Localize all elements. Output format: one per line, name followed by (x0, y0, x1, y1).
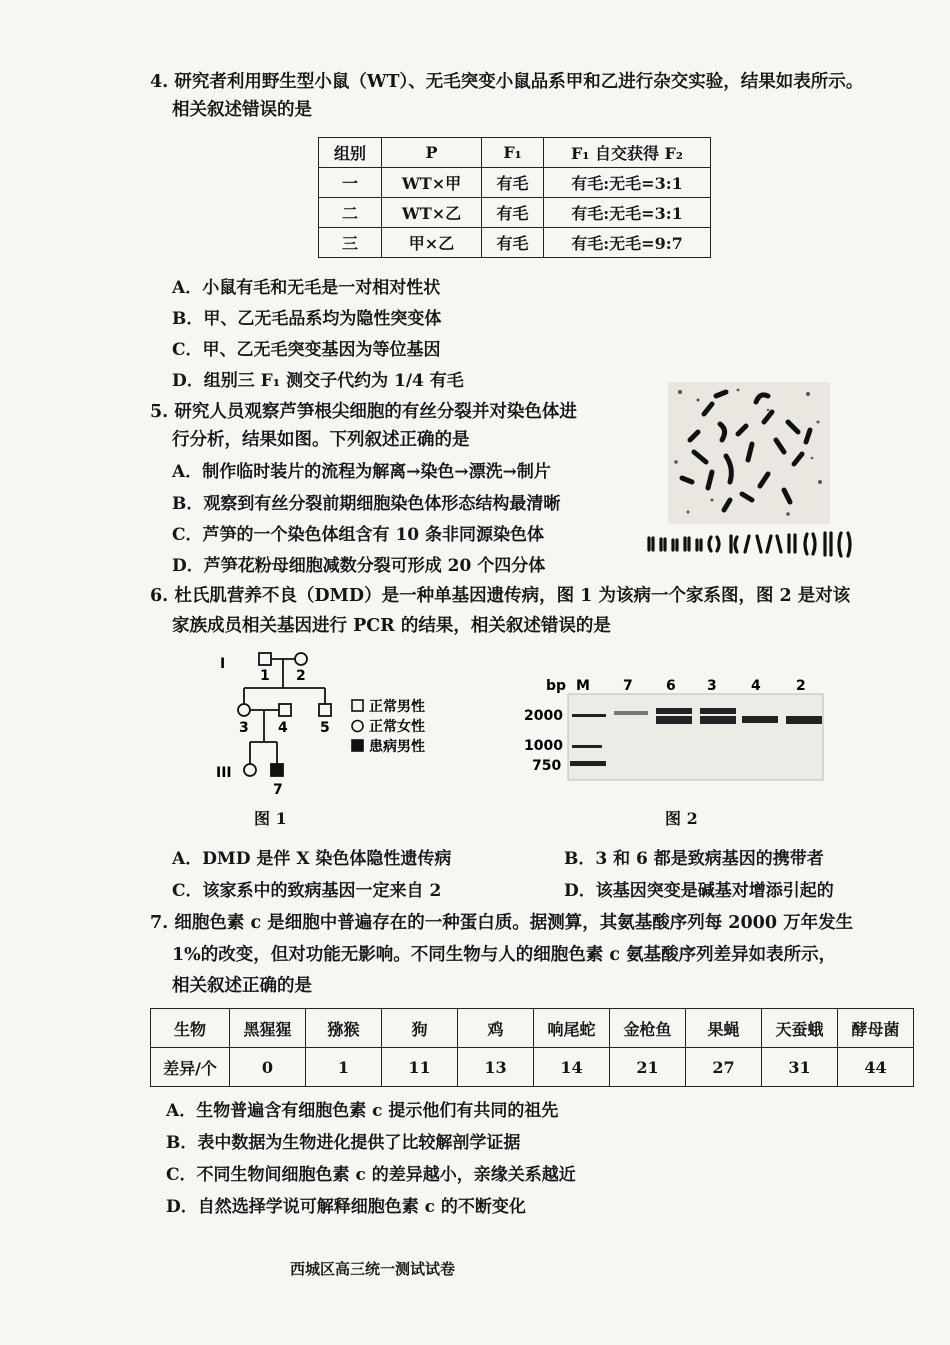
generation-iii-label: III (216, 765, 232, 781)
q6-option-d: D．该基因突变是碱基对增添引起的 (564, 881, 834, 901)
q4-table (318, 137, 711, 258)
table-cell: 31 (762, 1048, 838, 1087)
table-cell: 13 (458, 1048, 534, 1087)
table-row (319, 168, 711, 198)
gel-band-6-upper (656, 708, 692, 714)
table-cell: 响尾蛇 (534, 1009, 610, 1048)
q6-option-c: C．该家系中的致病基因一定来自 2 (172, 881, 442, 901)
chromosome-micrograph (668, 382, 830, 524)
table-cell: 鸡 (458, 1009, 534, 1048)
gel-band-2 (786, 716, 822, 724)
table-cell: 狗 (382, 1009, 458, 1048)
q5-stem-line2: 行分析，结果如图。下列叙述正确的是 (172, 430, 470, 450)
table-cell: 0 (230, 1048, 306, 1087)
label-5: 5 (320, 720, 330, 736)
q6-option-a: A．DMD 是伴 X 染色体隐性遗传病 (172, 849, 452, 869)
gel-band-7-upper (614, 711, 648, 715)
label-1: 1 (260, 668, 270, 684)
gel-band-3-lower (700, 716, 736, 724)
individual-1-male (259, 653, 271, 665)
table-cell: 有毛 (482, 198, 544, 228)
karyotype-row (645, 528, 855, 562)
table-header-cell: P (382, 138, 482, 168)
q5-option-d: D．芦笋花粉母细胞减数分裂可形成 20 个四分体 (172, 556, 546, 576)
table-cell: 甲×乙 (382, 228, 482, 258)
individual-2-female (295, 653, 307, 665)
label-2: 2 (296, 668, 306, 684)
q6-stem-line2: 家族成员相关基因进行 PCR 的结果，相关叙述错误的是 (172, 616, 611, 636)
table-cell: 天蚕蛾 (762, 1009, 838, 1048)
q7-stem-line2: 1%的改变，但对功能无影响。不同生物与人的细胞色素 c 氨基酸序列差异如表所示， (172, 945, 837, 965)
legend-normal-male-icon (352, 700, 363, 711)
gel-lane-6: 6 (666, 678, 676, 694)
q7-table (150, 1008, 914, 1087)
table-header-cell: 生物 (151, 1009, 230, 1048)
generation-i-label: I (220, 656, 226, 672)
label-4: 4 (278, 720, 288, 736)
q4-option-a: A．小鼠有毛和无毛是一对相对性状 (172, 278, 441, 298)
q7-option-b: B．表中数据为生物进化提供了比较解剖学证据 (166, 1133, 521, 1153)
figure-2-caption: 图 2 (665, 809, 698, 828)
q7-option-d: D．自然选择学说可解释细胞色素 c 的不断变化 (166, 1197, 526, 1217)
gel-lane-2: 2 (796, 678, 806, 694)
table-cell: 一 (319, 168, 382, 198)
table-cell: 二 (319, 198, 382, 228)
q7-option-c: C．不同生物间细胞色素 c 的差异越小，亲缘关系越近 (166, 1165, 576, 1185)
table-cell: 27 (686, 1048, 762, 1087)
gel-band-m-2000 (572, 714, 606, 717)
q4-option-c: C．甲、乙无毛突变基因为等位基因 (172, 340, 441, 360)
table-cell: 21 (610, 1048, 686, 1087)
gel-lane-4: 4 (751, 678, 761, 694)
gel-marker-1000: 1000 (524, 738, 563, 754)
q5-option-a: A．制作临时装片的流程为解离→染色→漂洗→制片 (172, 462, 551, 482)
table-row (151, 1048, 914, 1087)
gel-band-4 (742, 716, 778, 723)
gel-band-m-750 (570, 761, 606, 766)
legend-affected-male-icon (352, 740, 363, 751)
individual-5-male (319, 704, 331, 716)
legend-normal-male: 正常男性 (369, 699, 425, 715)
q6-option-b: B．3 和 6 都是致病基因的携带者 (564, 849, 824, 869)
pedigree-figure (212, 646, 452, 806)
table-cell: 有毛:无毛=3:1 (544, 168, 711, 198)
table-cell: 金枪鱼 (610, 1009, 686, 1048)
gel-lane-m: M (576, 678, 590, 694)
q7-stem-line3: 相关叙述正确的是 (172, 976, 312, 996)
page-footer: 西城区高三统一测试试卷 (290, 1260, 456, 1278)
gel-lane-3: 3 (707, 678, 717, 694)
q4-option-b: B．甲、乙无毛品系均为隐性突变体 (172, 309, 442, 329)
table-cell: 1 (306, 1048, 382, 1087)
table-cell: WT×甲 (382, 168, 482, 198)
label-7: 7 (273, 782, 283, 798)
gel-marker-750: 750 (532, 758, 562, 774)
table-cell: 11 (382, 1048, 458, 1087)
table-cell: 有毛:无毛=9:7 (544, 228, 711, 258)
table-row (151, 1009, 914, 1048)
figure-1-caption: 图 1 (254, 809, 287, 828)
gel-band-3-upper (700, 708, 736, 714)
table-cell: 有毛 (482, 168, 544, 198)
table-header-cell: 组别 (319, 138, 382, 168)
gel-bp-label: bp (546, 678, 567, 694)
legend-affected-male: 患病男性 (369, 739, 425, 755)
table-header-cell: 差异/个 (151, 1048, 230, 1087)
individual-4-male (279, 704, 291, 716)
q5-option-b: B．观察到有丝分裂前期细胞染色体形态结构最清晰 (172, 494, 561, 514)
table-cell: 酵母菌 (838, 1009, 914, 1048)
table-cell: 果蝇 (686, 1009, 762, 1048)
legend-normal-female-icon (352, 721, 363, 732)
individual-7-affected-male (271, 764, 283, 776)
q4-table-header-row (319, 138, 711, 168)
table-cell: WT×乙 (382, 198, 482, 228)
q6-stem-line1: 6. 杜氏肌营养不良（DMD）是一种单基因遗传病，图 1 为该病一个家系图，图 2 是对该 (150, 586, 851, 606)
q7-option-a: A．生物普遍含有细胞色素 c 提示他们有共同的祖先 (166, 1101, 559, 1121)
legend-normal-female: 正常女性 (369, 719, 425, 735)
table-cell: 有毛 (482, 228, 544, 258)
gel-marker-2000: 2000 (524, 708, 563, 724)
q4-stem-line1: 4. 研究者利用野生型小鼠（WT）、无毛突变小鼠品系甲和乙进行杂交实验，结果如表所示。 (150, 72, 864, 92)
q4-stem-line2: 相关叙述错误的是 (172, 100, 312, 120)
individual-3-female (238, 704, 250, 716)
individual-6-female (244, 764, 256, 776)
q5-option-c: C．芦笋的一个染色体组含有 10 条非同源染色体 (172, 525, 545, 545)
table-cell: 44 (838, 1048, 914, 1087)
label-3: 3 (239, 720, 249, 736)
table-row (319, 228, 711, 258)
q4-option-d: D．组别三 F₁ 测交子代约为 1/4 有毛 (172, 371, 464, 391)
table-header-cell: F₁ 自交获得 F₂ (544, 138, 711, 168)
gel-band-m-1000 (572, 745, 602, 748)
gel-figure (520, 672, 825, 782)
table-cell: 有毛:无毛=3:1 (544, 198, 711, 228)
q5-stem-line1: 5. 研究人员观察芦笋根尖细胞的有丝分裂并对染色体进 (150, 402, 577, 422)
gel-band-6-lower (656, 716, 692, 724)
table-cell: 猕猴 (306, 1009, 382, 1048)
table-header-cell: F₁ (482, 138, 544, 168)
table-cell: 黑猩猩 (230, 1009, 306, 1048)
table-cell: 三 (319, 228, 382, 258)
table-cell: 14 (534, 1048, 610, 1087)
q7-stem-line1: 7. 细胞色素 c 是细胞中普遍存在的一种蛋白质。据测算，其氨基酸序列每 2000 万年发生 (150, 913, 854, 933)
table-row (319, 198, 711, 228)
gel-lane-7: 7 (623, 678, 633, 694)
